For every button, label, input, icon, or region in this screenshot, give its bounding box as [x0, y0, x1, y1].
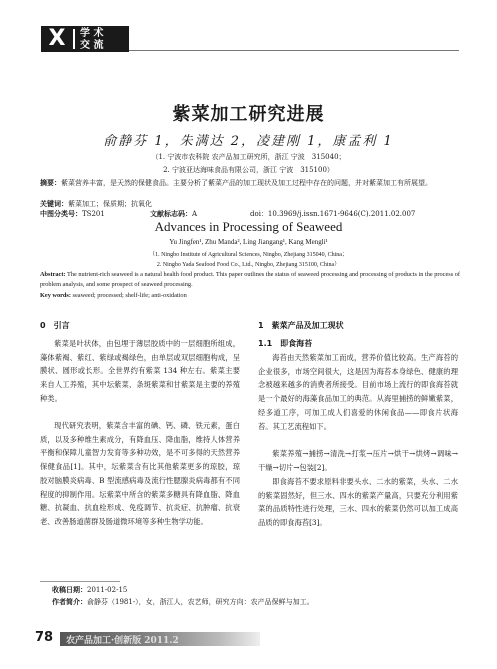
section-badge-line2: 交 流	[80, 40, 104, 51]
article-authors: 俞静芬 1，朱满达 2，凌建刚 1，康孟利 1	[103, 134, 394, 149]
clc-number	[40, 209, 105, 219]
doi: doi：10.3969/j.issn.1671-9646(C).2011.02.007	[250, 210, 416, 218]
sec1-process-flow	[258, 447, 458, 474]
intro-paragraph-2	[40, 419, 240, 529]
english-abstract-label: Abstract:	[40, 271, 66, 278]
intro-paragraph-2-text: 现代研究表明，紫菜含丰富的碘、钙、磷、铁元素，蛋白质，以及多种维生素成分，有降血压、降血脂，维持人体营养平衡和保障儿童智力发育等多种功效，是不可多得的天然营养保健食品[1]。其中，坛紫菜含有比其他紫菜更多的琼胶，琼胶对脑膜炎病毒、B 型流感病毒及流行性腮腺炎病毒都有不同程度的抑制作用。坛紫菜中所含的紫菜多糖具有降血脂、降血糖、抗凝血、抗血栓形成、免疫调节、抗炎症、抗肿瘤、抗衰老、改善肠道菌群及肠道微环境等多种生物学功能。	[40, 421, 240, 526]
affiliation-2: 2. 宁波亚达海味食品有限公司，浙江 宁波 315100）	[163, 166, 334, 174]
footnote-author	[52, 597, 472, 607]
intro-paragraph-1-text: 紫菜是叶状体，由包埋于薄层胶质中的一层细胞所组成，藻体紫褐、紫红、紫绿或褐绿色，由单层或双层细胞构成，呈膜状、圆形或长形。全世界约有紫菜 134 种左右。紫菜主要来自人工养殖，其中坛紫菜、条斑紫菜和甘紫菜是主要的养殖种类。	[40, 339, 240, 403]
section-badge-divider	[73, 29, 75, 49]
english-affiliation-1: （1. Ningbo Institute of Agricultural Sciences, Ningbo, Zhejiang 315040, China；	[149, 252, 348, 258]
doc-code-value: A	[192, 210, 198, 218]
sec1-paragraph-1	[258, 351, 458, 433]
sec1-process-flow-text: 紫菜养殖→捕捞→清洗→打浆→压片→烘干→烘烤→调味→干燥→切片→包装[2]。	[258, 449, 458, 472]
sec1-paragraph-3-text: 即食海苔不要求原料非要头水、二水的紫菜，头水、二水的紫菜固然好，但三水、四水的紫菜产量高，只要充分利用紫菜的品质特性进行处理，三水、四水的紫菜仍然可以加工成高品质的即食海苔[3]。	[258, 477, 458, 528]
clc-value: TS201	[82, 210, 105, 218]
section-heading-1: 1 紫菜产品及加工现状	[258, 321, 344, 330]
section-badge-letter: X	[48, 26, 66, 51]
english-authors: Yu Jingfen¹, Zhu Manda², Ling Jiangang¹, Kang Mengli¹	[169, 238, 328, 246]
author-bio-label: 作者简介：	[52, 597, 87, 606]
english-affiliation-2: 2. Ningbo Yada Seafood Food Co., Ltd., Ningbo, Zhejiang 315100, China）	[156, 262, 341, 268]
intro-paragraph-1	[40, 337, 240, 406]
keywords-label: 关键词：	[40, 199, 68, 208]
section-badge-line1: 学 术	[80, 28, 104, 39]
english-abstract-text: The nutrient-rich seaweed is a natural health food product. This paper outlines the status of seaweed processing and processing of products in the process of problem analysis, and some prospect of seaweed processing.	[40, 271, 460, 288]
received-date: 2011-02-15	[87, 586, 128, 594]
page-number: 78	[35, 630, 54, 645]
header-rule	[129, 50, 459, 51]
footer-bar-text: 农产品加工·创新版 2011.2	[66, 636, 179, 646]
keywords-cn	[40, 199, 460, 209]
clc-label: 中图分类号：	[40, 209, 82, 218]
keywords-text: 紫菜加工；保质期；抗氧化	[68, 200, 152, 208]
footnote-rule	[40, 581, 120, 582]
abstract-label: 摘要：	[40, 178, 61, 187]
doc-code	[150, 209, 197, 219]
footnote-received	[52, 585, 127, 595]
english-keywords-text: seaweed; processed; shelf-life; anti-oxidation	[72, 292, 187, 299]
abstract-cn	[40, 178, 460, 188]
doc-code-label: 文献标志码：	[150, 209, 192, 218]
article-title: 紫菜加工研究进展	[172, 104, 325, 125]
english-keywords-label: Key words:	[40, 292, 71, 299]
sec1-paragraph-3	[258, 475, 458, 530]
sec1-paragraph-1-text: 海苔由天然紫菜加工而成，营养价值比较高。生产海苔的企业很多，市场空间很大，这是因为海苔本身绿色、健康的理念被越来越多的消费者所接受。目前市场上流行的即食海苔就是一个最好的海藻食品加工的典范。从海里捕捞的鲜嫩紫菜，经多道工序，可加工成人们喜爱的休闲食品——即食片状海苔。其工艺流程如下。	[258, 353, 458, 431]
affiliation-1: （1. 宁波市农科院 农产品加工研究所，浙江 宁波 315040；	[151, 153, 346, 161]
subsection-heading-1-1: 1.1 即食海苔	[258, 339, 313, 348]
english-title: Advances in Processing of Seaweed	[154, 219, 343, 234]
abstract-text: 紫菜营养丰富，是天然的保健食品。主要分析了紫菜产品的加工现状及加工过程中存在的问题，并对紫菜加工有所展望。	[61, 179, 432, 187]
author-bio: 俞静芬（1981-），女，浙江人，农艺师，研究方向：农产品保鲜与加工。	[87, 598, 314, 606]
section-heading-intro: 0 引言	[40, 321, 70, 330]
english-abstract	[40, 270, 460, 290]
english-keywords	[40, 291, 460, 301]
received-label: 收稿日期：	[52, 585, 87, 594]
